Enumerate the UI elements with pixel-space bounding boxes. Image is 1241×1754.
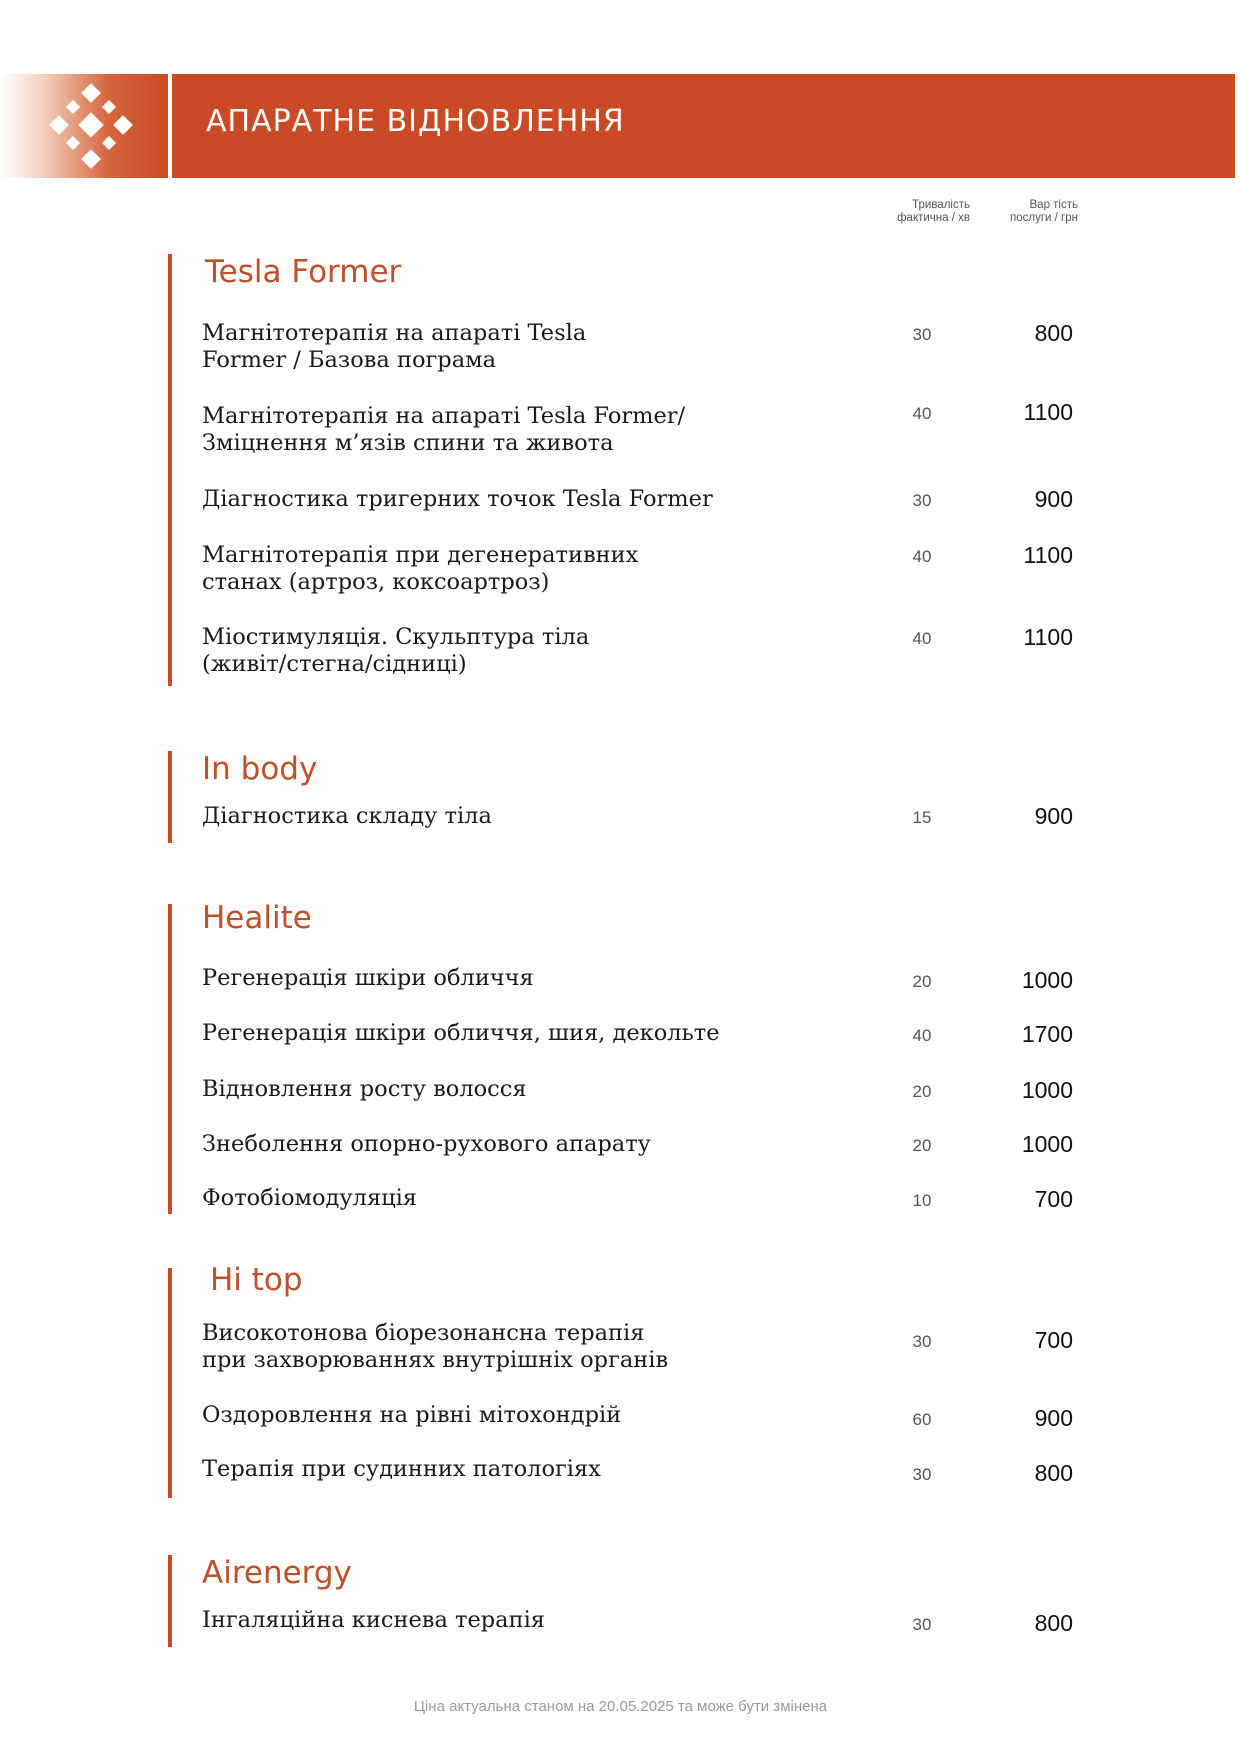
service-name-line1: Діагностика складу тіла bbox=[202, 803, 492, 829]
service-price: 900 bbox=[1034, 803, 1073, 829]
service-name bbox=[202, 1185, 842, 1212]
service-name-line1: Магнітотерапія при дегенеративних bbox=[202, 542, 639, 568]
section-title-in-body: In body bbox=[202, 751, 318, 787]
service-name-line1: Магнітотерапія на апараті Tesla bbox=[202, 320, 587, 346]
duration-header-line1: Тривалість bbox=[912, 199, 970, 211]
service-duration: 40 bbox=[912, 1026, 932, 1045]
price-header-line2: послуги / грн bbox=[1010, 212, 1078, 224]
service-price: 1700 bbox=[1021, 1021, 1073, 1047]
service-price: 800 bbox=[1034, 1460, 1073, 1486]
service-price: 700 bbox=[1034, 1186, 1073, 1212]
service-name bbox=[202, 624, 842, 678]
section-title-airenergy: Airenergy bbox=[202, 1555, 352, 1591]
service-price: 800 bbox=[1034, 1610, 1073, 1636]
service-duration: 30 bbox=[912, 325, 932, 344]
service-price: 1100 bbox=[1023, 624, 1073, 650]
service-name-line1: Міостимуляція. Скульптура тіла bbox=[202, 624, 590, 650]
section-title-healite: Healite bbox=[202, 900, 312, 936]
service-duration: 60 bbox=[912, 1410, 932, 1429]
service-name bbox=[202, 1320, 842, 1374]
service-price: 700 bbox=[1034, 1327, 1073, 1353]
service-duration: 30 bbox=[912, 1332, 932, 1351]
service-name bbox=[202, 403, 842, 457]
service-name-line1: Високотонова біорезонансна терапія bbox=[202, 1320, 645, 1346]
service-duration: 10 bbox=[912, 1191, 932, 1210]
service-duration: 40 bbox=[912, 404, 932, 423]
ornament-logo-icon bbox=[46, 80, 138, 172]
service-name-line1: Терапія при судинних патологіях bbox=[202, 1456, 601, 1482]
duration-column-header bbox=[860, 199, 970, 225]
section-accent-bar bbox=[168, 254, 172, 686]
service-name-line2: Зміцнення м’язів спини та живота bbox=[202, 430, 614, 456]
service-name bbox=[202, 1607, 842, 1634]
service-name-line2: (живіт/стегна/сідниці) bbox=[202, 651, 467, 677]
service-name bbox=[202, 1456, 842, 1483]
service-name bbox=[202, 1131, 842, 1158]
service-name-line1: Оздоровлення на рівні мітохондрій bbox=[202, 1402, 622, 1428]
service-name-line1: Фотобіомодуляція bbox=[202, 1185, 417, 1211]
service-price: 1000 bbox=[1021, 1077, 1073, 1103]
service-duration: 30 bbox=[912, 1615, 932, 1634]
service-name bbox=[202, 1402, 842, 1429]
section-accent-bar bbox=[168, 904, 172, 1214]
service-name bbox=[202, 320, 842, 374]
service-price: 1000 bbox=[1021, 1131, 1073, 1157]
price-header-line1: Вар тість bbox=[1029, 199, 1078, 211]
service-duration: 40 bbox=[912, 547, 932, 566]
section-accent-bar bbox=[168, 1555, 172, 1647]
service-name-line2: при захворюваннях внутрішніх органів bbox=[202, 1347, 669, 1373]
service-duration: 20 bbox=[912, 1082, 932, 1101]
service-price: 900 bbox=[1034, 1405, 1073, 1431]
service-name-line1: Інгаляційна киснева терапія bbox=[202, 1607, 545, 1633]
service-price: 1000 bbox=[1021, 967, 1073, 993]
service-duration: 15 bbox=[912, 808, 932, 827]
service-price: 800 bbox=[1034, 320, 1073, 346]
service-duration: 30 bbox=[912, 491, 932, 510]
service-duration: 20 bbox=[912, 1136, 932, 1155]
service-name bbox=[202, 542, 842, 596]
section-title-tesla-former: Tesla Former bbox=[205, 254, 402, 290]
section-title-hi-top: Hi top bbox=[210, 1262, 303, 1298]
price-disclaimer: Ціна актуальна станом на 20.05.2025 та може бути змінена bbox=[413, 1698, 828, 1715]
price-column-header bbox=[968, 199, 1078, 225]
service-name-line1: Магнітотерапія на апараті Tesla Former/ bbox=[202, 403, 686, 429]
section-accent-bar bbox=[168, 751, 172, 843]
service-price: 1100 bbox=[1023, 542, 1073, 568]
duration-header-line2: фактична / хв bbox=[897, 212, 970, 224]
service-name bbox=[202, 486, 842, 513]
service-name bbox=[202, 803, 842, 830]
service-name bbox=[202, 965, 842, 992]
service-name-line1: Відновлення росту волосся bbox=[202, 1076, 527, 1102]
page-title: АПАРАТНЕ ВІДНОВЛЕННЯ bbox=[206, 104, 625, 139]
service-price: 900 bbox=[1034, 486, 1073, 512]
service-duration: 30 bbox=[912, 1465, 932, 1484]
service-duration: 40 bbox=[912, 629, 932, 648]
service-price: 1100 bbox=[1023, 399, 1073, 425]
service-name-line2: Former / Базова пограма bbox=[202, 347, 497, 373]
service-name-line1: Діагностика тригерних точок Tesla Former bbox=[202, 486, 713, 512]
section-accent-bar bbox=[168, 1268, 172, 1498]
service-name-line1: Регенерація шкіри обличчя, шия, декольте bbox=[202, 1020, 720, 1046]
service-duration: 20 bbox=[912, 972, 932, 991]
service-name-line1: Регенерація шкіри обличчя bbox=[202, 965, 534, 991]
service-name bbox=[202, 1076, 842, 1103]
service-name bbox=[202, 1020, 842, 1047]
service-name-line1: Знеболення опорно-рухового апарату bbox=[202, 1131, 651, 1157]
service-name-line2: станах (артроз, коксоартроз) bbox=[202, 569, 550, 595]
